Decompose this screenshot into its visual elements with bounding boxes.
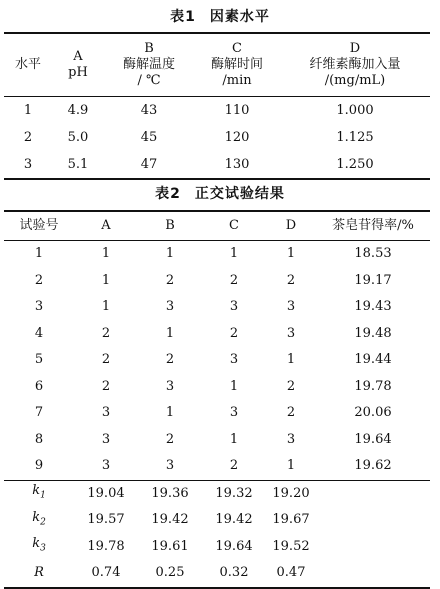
table-row	[4, 400, 430, 427]
k2-row	[4, 507, 430, 534]
table2-cell: 3	[101, 431, 111, 447]
table1-cell: 5.1	[67, 156, 89, 172]
table2-cell: 2	[165, 352, 175, 368]
table1-caption	[0, 6, 440, 26]
table2-cell: 1	[34, 246, 44, 262]
table1-cell: 1	[23, 102, 33, 118]
table2-cell: 3	[286, 431, 296, 447]
table-row	[4, 268, 430, 295]
table1-cell: 43	[140, 102, 158, 118]
r-value: 0.32	[219, 565, 249, 581]
table1-cell: 47	[140, 156, 158, 172]
table2-cell: 2	[165, 272, 175, 288]
table2-header-c: C	[229, 218, 239, 233]
table2-caption-number: 表2	[155, 186, 181, 202]
table2-cell: 2	[101, 378, 111, 394]
k2-value: 19.42	[151, 512, 189, 528]
table2-cell: 2	[286, 378, 296, 394]
table-row	[4, 453, 430, 480]
table2-cell: 1	[229, 378, 239, 394]
table1-header-c-unit: /min	[222, 73, 252, 88]
table1-header-a-label: pH	[68, 65, 88, 80]
empty-cell	[316, 560, 430, 588]
table2-cell: 2	[229, 325, 239, 341]
k1-label	[4, 480, 74, 507]
k3-row	[4, 534, 430, 561]
table1-header-d	[280, 33, 430, 97]
empty-cell	[316, 534, 430, 561]
table2-cell: 4	[34, 325, 44, 341]
empty-cell	[316, 507, 430, 534]
empty-cell	[316, 480, 430, 507]
table-row	[4, 347, 430, 374]
k3-value: 19.52	[272, 538, 310, 554]
table2-cell: 3	[229, 299, 239, 315]
table1-cell: 110	[224, 102, 250, 118]
table2-cell: 1	[229, 431, 239, 447]
k2-value: 19.42	[215, 512, 253, 528]
table1-caption-number: 表1	[170, 9, 196, 25]
table1-cell: 120	[224, 129, 250, 145]
table2-cell: 19.62	[354, 458, 392, 474]
table1-row	[4, 97, 430, 125]
table2-header-yield: 茶皂苷得率/%	[332, 218, 414, 233]
k2-label	[4, 507, 74, 534]
table2-cell: 3	[286, 299, 296, 315]
table2-cell: 3	[165, 299, 175, 315]
k3-value: 19.78	[87, 538, 125, 554]
table1-cell: 1.250	[336, 156, 374, 172]
table2-cell: 1	[165, 325, 175, 341]
k1-value: 19.04	[87, 485, 125, 501]
table2-caption	[0, 183, 440, 203]
table-row	[4, 241, 430, 268]
table1-header-b	[104, 33, 194, 97]
table2-cell: 3	[165, 378, 175, 394]
table1-cell: 3	[23, 156, 33, 172]
table2-cell: 18.53	[354, 246, 392, 262]
table2-cell: 1	[101, 246, 111, 262]
table1-cell: 1.125	[336, 129, 374, 145]
table2-cell: 19.48	[354, 325, 392, 341]
table2-cell: 1	[165, 405, 175, 421]
table1-header-b-unit: / ℃	[137, 73, 161, 88]
table2-cell: 3	[101, 458, 111, 474]
table2-cell: 1	[286, 246, 296, 262]
table2-cell: 2	[229, 272, 239, 288]
table1-header-row	[4, 33, 430, 97]
table2-cell: 20.06	[354, 405, 392, 421]
k1-row	[4, 480, 430, 507]
k2-label-letter: k	[32, 509, 41, 525]
table2-cell: 5	[34, 352, 44, 368]
table2-body	[4, 241, 430, 588]
table1-row	[4, 124, 430, 151]
table2-cell: 7	[34, 405, 44, 421]
table-row	[4, 321, 430, 348]
k1-value: 19.32	[215, 485, 253, 501]
table2-cell: 9	[34, 458, 44, 474]
table2-header-trial: 试验号	[19, 218, 59, 233]
table2-cell: 2	[34, 272, 44, 288]
table1-header-a	[52, 33, 104, 97]
table2-cell: 1	[165, 246, 175, 262]
table2-header-a: A	[101, 218, 111, 233]
table2-cell: 3	[286, 325, 296, 341]
table1-row	[4, 151, 430, 179]
table2-cell: 3	[229, 405, 239, 421]
table2-header-b: B	[165, 218, 175, 233]
k3-value: 19.64	[215, 538, 253, 554]
orthogonal-test-table	[4, 210, 430, 589]
table2-cell: 19.43	[354, 299, 392, 315]
table2-cell: 3	[165, 458, 175, 474]
table1-header-d-unit: /(mg/mL)	[324, 73, 386, 88]
factor-level-table	[4, 32, 430, 180]
table1-header-d-letter: D	[349, 41, 361, 56]
table1-cell: 130	[224, 156, 250, 172]
table2-cell: 3	[34, 299, 44, 315]
table2-cell: 6	[34, 378, 44, 394]
table2-cell: 1	[229, 246, 239, 262]
r-value: 0.47	[276, 565, 306, 581]
table1-cell: 2	[23, 129, 33, 145]
table2-cell: 19.64	[354, 431, 392, 447]
table-row	[4, 427, 430, 454]
k3-value: 19.61	[151, 538, 189, 554]
table1-header-c-letter: C	[232, 41, 242, 56]
table2-cell: 1	[286, 352, 296, 368]
r-value: 0.25	[155, 565, 185, 581]
table2-header-d: D	[285, 218, 297, 233]
table2-cell: 2	[101, 325, 111, 341]
r-value: 0.74	[91, 565, 121, 581]
table1-cell: 5.0	[67, 129, 89, 145]
table2-cell: 3	[229, 352, 239, 368]
k2-value: 19.67	[272, 512, 310, 528]
table1-header-d-label: 纤维素酶加入量	[309, 57, 401, 72]
k1-value: 19.36	[151, 485, 189, 501]
table2-cell: 2	[229, 458, 239, 474]
k1-label-sub: 1	[40, 491, 46, 502]
table2-cell: 3	[101, 405, 111, 421]
r-label	[4, 560, 74, 588]
k3-label-sub: 3	[40, 544, 46, 555]
table2-cell: 19.44	[354, 352, 392, 368]
table1-header-level-label: 水平	[14, 57, 41, 72]
table2-caption-title: 正交试验结果	[194, 186, 285, 202]
table1-cell: 4.9	[67, 102, 89, 118]
table1-header-b-label: 酶解温度	[122, 57, 175, 72]
table2-header-row	[4, 211, 430, 241]
table2-cell: 8	[34, 431, 44, 447]
k2-value: 19.57	[87, 512, 125, 528]
table1-caption-title: 因素水平	[209, 9, 270, 25]
table2-cell: 1	[101, 299, 111, 315]
table1-header-a-letter: A	[73, 49, 83, 64]
table2-cell: 19.17	[354, 272, 392, 288]
table1-header-c-label: 酶解时间	[210, 57, 263, 72]
table2-cell: 2	[286, 405, 296, 421]
table2-cell: 2	[165, 431, 175, 447]
k1-value: 19.20	[272, 485, 310, 501]
table-row	[4, 294, 430, 321]
k3-label	[4, 534, 74, 561]
table1-header-c	[194, 33, 280, 97]
table2-cell: 2	[286, 272, 296, 288]
table2-cell: 1	[101, 272, 111, 288]
table1-header-b-letter: B	[144, 41, 154, 56]
table-row	[4, 374, 430, 401]
table1-cell: 1.000	[336, 102, 374, 118]
k3-label-letter: k	[32, 536, 41, 552]
k1-label-letter: k	[32, 483, 41, 499]
table2-cell: 2	[101, 352, 111, 368]
r-row	[4, 560, 430, 588]
table1-header-level	[4, 33, 52, 97]
k2-label-sub: 2	[40, 517, 46, 528]
table1-cell: 45	[140, 129, 158, 145]
table2-cell: 19.78	[354, 378, 392, 394]
table2-cell: 1	[286, 458, 296, 474]
r-label-letter: R	[34, 565, 44, 581]
